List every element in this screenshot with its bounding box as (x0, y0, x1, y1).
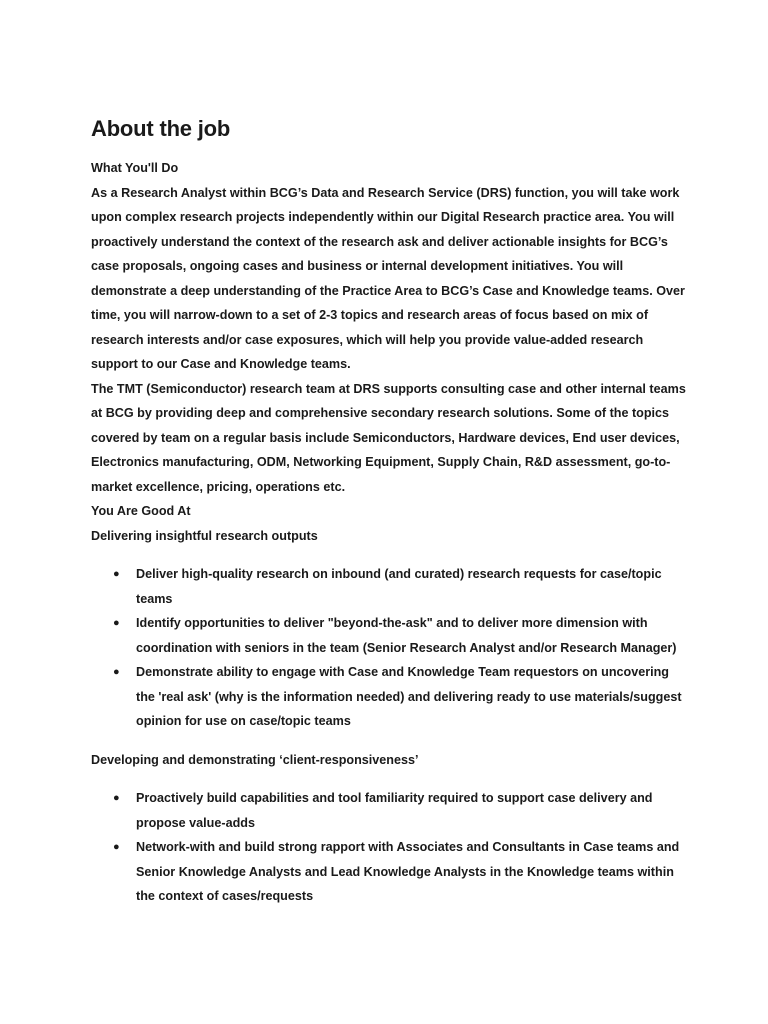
team-paragraph: The TMT (Semiconductor) research team at DRS supports consulting case and other internal teams at BCG by providing deep and comprehensive secondary research solutions. Some of the topics covered by team on a regular basis include Semiconductors, Hardware devices, End user devices, Electronics manufacturing, ODM, Networking Equipment, Supply Chain, R&D assessment, go-to-market excellence, pricing, operations etc. (91, 381, 686, 494)
list-item (91, 562, 691, 611)
bullet-icon: ● (113, 841, 120, 853)
list-item-text: Deliver high-quality research on inbound (and curated) research requests for case/topic teams (136, 567, 662, 606)
page-title: About the job (91, 116, 231, 141)
client-responsiveness-heading: Developing and demonstrating ‘client-responsiveness’ (91, 752, 419, 767)
bullet-icon: ● (113, 568, 120, 580)
list-item-text: Identify opportunities to deliver "beyond-the-ask" and to deliver more dimension with coordination with seniors in the team (Senior Research Analyst and/or Research Manager) (136, 616, 677, 655)
list-item (91, 835, 691, 909)
list-item (91, 660, 691, 734)
list-item-text: Demonstrate ability to engage with Case and Knowledge Team requestors on uncovering the 'real ask' (why is the information needed) and delivering ready to use materials/suggest opinion for use on case/topic teams (136, 665, 682, 728)
list-item (91, 786, 691, 835)
bullet-icon: ● (113, 792, 120, 804)
list-item (91, 611, 691, 660)
job-description-page (91, 112, 691, 923)
client-responsiveness-list (91, 786, 691, 909)
you-are-good-at-heading: You Are Good At (91, 504, 191, 518)
role-paragraph: As a Research Analyst within BCG’s Data and Research Service (DRS) function, you will take work upon complex research projects independently within our Digital Research practice area. You will proactively understand the context of the research ask and deliver actionable insights for BCG’s case proposals, ongoing cases and business or internal development initiatives. You will demonstrate a deep understanding of the Practice Area to BCG’s Case and Knowledge teams. Over time, you will narrow-down to a set of 2-3 topics and research areas of focus based on mix of research interests and/or case exposures, which will help you provide value-added research support to our Case and Knowledge teams. (91, 185, 685, 371)
bullet-icon: ● (113, 666, 120, 678)
what-youll-do-heading: What You'll Do (91, 161, 179, 175)
list-item-text: Network-with and build strong rapport with Associates and Consultants in Case teams and Senior Knowledge Analysts and Lead Knowledge Analysts in the Knowledge teams within the context of cases/requests (136, 840, 680, 903)
bullet-icon: ● (113, 617, 120, 629)
research-outputs-list (91, 562, 691, 734)
list-item-text: Proactively build capabilities and tool familiarity required to support case delivery and propose value-adds (136, 791, 653, 830)
research-outputs-heading: Delivering insightful research outputs (91, 528, 318, 543)
